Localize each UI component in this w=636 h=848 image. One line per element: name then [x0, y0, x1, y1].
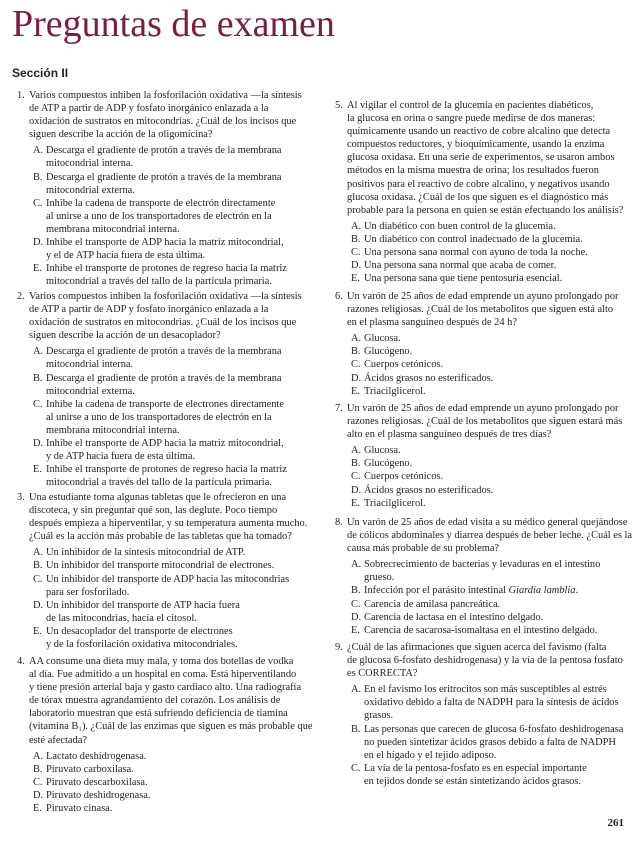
answer-option-a: [17, 345, 307, 358]
answer-option-d: [335, 259, 628, 272]
option-letter: A.: [351, 220, 362, 232]
option-text: no pueden sintetizar ácidos grasos debido a falta de NADPH: [364, 736, 616, 748]
question-stem-text: Un varón de 25 años de edad emprende un ayuno prolongado por: [347, 291, 619, 302]
answer-option-e: [335, 624, 628, 637]
question-stem-text: siguen describe la acción de la oligomicina?: [29, 129, 213, 141]
question-number: 5.: [335, 100, 343, 111]
answer-option-c: [17, 573, 307, 586]
question-stem-line: [17, 329, 307, 342]
option-text: Una persona sana que tiene pentosuria esencial.: [364, 273, 563, 285]
answer-option-a: [17, 144, 307, 157]
option-letter: A.: [351, 684, 362, 696]
option-letter: E.: [351, 497, 360, 509]
answer-option-c: [17, 424, 307, 437]
question-stem-text: probable para la persona en quien se están efectuando los análisis?: [347, 204, 624, 216]
question-stem-text: Un varón de 25 años de edad emprende un ayuno prolongado por: [347, 403, 619, 414]
option-text: Un diabético con control inadecuado de la glucemia.: [364, 233, 583, 245]
option-letter: D.: [351, 611, 362, 623]
answer-option-d: [17, 612, 307, 625]
option-letter: E.: [351, 385, 360, 397]
option-text: mitocondrial externa.: [46, 385, 135, 397]
option-text: La vía de la pentosa-fosfato es en especial importante: [364, 762, 587, 774]
question-stem-line: [335, 191, 628, 204]
option-text: y de ATP hacia fuera de esta última.: [46, 451, 196, 463]
option-letter: C.: [351, 247, 361, 259]
answer-option-c: [17, 197, 307, 210]
answer-option-b: [17, 385, 307, 398]
answer-option-a: [335, 709, 628, 722]
question-stem-text: y tiene presión arterial baja y gasto cardiaco alto. Una radiografía: [29, 682, 302, 694]
page-number: 261: [607, 817, 624, 829]
answer-option-b: [17, 372, 307, 385]
option-text: membrana mitocondrial interna.: [46, 223, 180, 235]
question-number: 4.: [17, 656, 25, 667]
question-stem-text: de ATP a partir de ADP y fosfato inorgánico enlazada a la: [29, 304, 269, 316]
question-8: [335, 516, 633, 637]
answer-option-b: [335, 584, 628, 597]
option-letter: D.: [33, 789, 44, 801]
answer-option-c: [335, 358, 628, 371]
option-text: Descarga el gradiente de protón a través de la membrana: [46, 171, 282, 183]
question-stem-text: AA consume una dieta muy mala, y toma dos botellas de vodka: [29, 656, 294, 667]
question-stem-text: glucosa oxidasa. ¿Cuál de los que siguen es el diagnóstico más: [347, 191, 609, 203]
answer-option-b: [335, 736, 628, 749]
option-letter: C.: [351, 762, 361, 774]
option-letter: B.: [351, 585, 361, 597]
answer-option-d: [335, 372, 628, 385]
option-letter: D.: [351, 372, 362, 384]
question-stem-text: de glucosa 6-fosfato deshidrogenasa) y la vía de la pentosa fosfato: [347, 655, 623, 667]
answer-option-d: [17, 599, 307, 612]
option-letter: B.: [33, 763, 43, 775]
section-heading: Sección II: [12, 66, 69, 80]
answer-option-a: [335, 220, 628, 233]
question-stem-line: [335, 178, 628, 191]
question-stem-line: [335, 516, 628, 529]
option-text: Glucógeno.: [364, 458, 413, 470]
answer-option-d: [335, 484, 628, 497]
option-text: Una persona sana normal que acaba de comer.: [364, 260, 557, 272]
question-stem-text: compuestos reductores, y bioquímicamente, usando la enzima: [347, 139, 605, 151]
question-stem-text: razones religiosas. ¿Cuál de los metabolitos que siguen estará más: [347, 416, 623, 428]
answer-option-d: [17, 450, 307, 463]
question-stem-line: [335, 112, 628, 125]
question-stem-line: [335, 138, 628, 151]
option-text: en el hígado y el tejido adiposo.: [364, 749, 497, 761]
question-stem-line: [17, 491, 307, 504]
option-text: mitocondrial a través del tallo de la partícula primaria.: [46, 477, 272, 489]
answer-option-e: [17, 625, 307, 638]
answer-option-a: [335, 571, 628, 584]
option-text: Una persona sana normal con ayuno de toda la noche.: [364, 247, 588, 259]
option-text: al unirse a uno de los transportadores de electrón en la: [46, 411, 272, 423]
answer-option-d: [335, 611, 628, 624]
answer-option-b: [17, 184, 307, 197]
option-text: Inhibe la cadena de transporte de electrón directamente: [46, 197, 276, 209]
option-text: membrana mitocondrial interna.: [46, 424, 180, 436]
answer-option-a: [17, 157, 307, 170]
answer-option-b: [335, 749, 628, 762]
answer-option-b: [335, 345, 628, 358]
question-stem-text: razones religiosas. ¿Cuál de los metabolitos que siguen está alto: [347, 304, 614, 316]
question-stem-line: [17, 694, 307, 707]
option-text: Lactato deshidrogenasa.: [46, 750, 147, 762]
question-stem-text: esté afectada?: [29, 734, 87, 746]
answer-option-e: [17, 638, 307, 651]
option-letter: A.: [33, 145, 44, 157]
question-number: 8.: [335, 517, 343, 528]
option-text: Un inhibidor del transporte mitocondrial de electrones.: [46, 560, 275, 572]
question-1: [17, 89, 307, 288]
option-letter: A.: [351, 445, 362, 457]
option-text: Un diabético con buen control de la glucemia.: [364, 220, 556, 232]
question-stem-line: [17, 316, 307, 329]
question-stem-text: es CORRECTA?: [347, 668, 418, 680]
option-text: grasos.: [364, 710, 394, 722]
question-stem-line: [17, 128, 307, 141]
question-stem-line: [17, 115, 307, 128]
option-text: Descarga el gradiente de protón a través de la membrana: [46, 346, 282, 358]
option-letter: B.: [351, 458, 361, 470]
question-stem-text: Varios compuestos inhiben la fosforilación oxidativa —la síntesis: [29, 90, 302, 101]
option-letter: D.: [33, 438, 44, 450]
question-stem-line: [335, 99, 628, 112]
option-letter: B.: [351, 723, 361, 735]
option-letter: B.: [33, 171, 43, 183]
option-letter: E.: [351, 273, 360, 285]
option-text: mitocondrial interna.: [46, 158, 134, 170]
question-stem-line: [17, 89, 307, 102]
answer-option-b: [17, 763, 307, 776]
question-stem-line: [335, 529, 633, 542]
answer-option-c: [17, 411, 307, 424]
option-text: Glucógeno.: [364, 346, 413, 358]
option-text: Cuerpos cetónicos.: [364, 359, 444, 371]
question-number: 1.: [17, 90, 25, 101]
answer-option-e: [335, 497, 628, 510]
question-3: [17, 491, 307, 651]
question-stem-line: [335, 428, 628, 441]
option-text: Descarga el gradiente de protón a través de la membrana: [46, 372, 282, 384]
question-4: [17, 655, 313, 815]
option-text: Un desacoplador del transporte de electrones: [46, 625, 233, 637]
option-text: oxidativo debido a falta de NADPH para la síntesis de ácidos: [364, 697, 619, 709]
question-stem-text: en el plasma sanguíneo después de 24 h?: [347, 317, 517, 329]
option-text: Descarga el gradiente de protón a través de la membrana: [46, 145, 282, 157]
question-stem-line: [335, 303, 628, 316]
option-letter: B.: [33, 372, 43, 384]
answer-options: [335, 220, 628, 285]
question-stem-text: laboratorio muestran que está sufriendo deficiencia de tiamina: [29, 708, 288, 720]
option-text: y de la fosforilación oxidativa mitocondriales.: [46, 639, 238, 651]
question-stem-text: glucosa oxidasa. En una serie de experimentos, se usaron ambos: [347, 152, 615, 164]
question-stem-text: Varios compuestos inhiben la fosforilación oxidativa —la síntesis: [29, 291, 302, 302]
option-text: mitocondrial a través del tallo de la partícula primaria.: [46, 276, 272, 288]
question-number: 3.: [17, 492, 25, 503]
answer-option-a: [335, 696, 628, 709]
answer-option-e: [17, 275, 307, 288]
option-text: Un inhibidor del transporte de ADP hacia las mitocondrias: [46, 573, 290, 585]
answer-option-c: [17, 223, 307, 236]
answer-options: [17, 345, 307, 489]
question-stem-text: de cólicos abdominales y diarrea después de beber leche. ¿Cuál es la: [347, 530, 633, 542]
question-stem-text: de tórax muestra agrandamiento del corazón. Los análisis de: [29, 695, 281, 707]
option-text: grueso.: [364, 572, 395, 584]
answer-option-e: [17, 476, 307, 489]
question-stem-text: químicamente usando un reactivo de cobre alcalino que detecta: [347, 126, 611, 138]
answer-option-d: [17, 789, 307, 802]
question-stem-line: [17, 655, 307, 668]
option-letter: D.: [351, 260, 362, 272]
question-stem-line: [17, 720, 313, 733]
question-stem-line: [17, 530, 307, 543]
question-stem-text: alto en el plasma sanguíneo después de tres días?: [347, 429, 552, 441]
question-stem-text: métodos en la misma muestra de orina; los resultados fueron: [347, 165, 599, 177]
question-stem-line: [17, 102, 307, 115]
answer-option-a: [17, 358, 307, 371]
question-number: 2.: [17, 291, 25, 302]
question-stem-line: [335, 151, 628, 164]
option-text: Sobrecrecimiento de bacterias y levaduras en el intestino: [364, 559, 601, 571]
answer-option-b: [335, 233, 628, 246]
answer-options: [17, 144, 307, 288]
option-letter: C.: [33, 573, 43, 585]
question-stem-text: ¿Cuál es la acción más probable de las tabletas que ha tomado?: [29, 531, 292, 543]
question-stem-text: ¿Cuál de las afirmaciones que siguen acerca del favismo (falta: [347, 642, 607, 653]
answer-option-b: [335, 723, 628, 736]
option-letter: A.: [33, 750, 44, 762]
question-stem-line: [335, 204, 628, 217]
question-stem-text: después empieza a hiperventilar, y su temperatura aumenta mucho.: [29, 518, 308, 530]
answer-option-e: [17, 463, 307, 476]
option-text: Carencia de amilasa pancreática.: [364, 598, 501, 610]
answer-option-c: [17, 776, 307, 789]
question-stem-line: [17, 504, 307, 517]
question-stem-text: oxidación de sustratos en mitocondrias. ¿Cuál de los incisos que: [29, 317, 297, 329]
answer-options: [335, 558, 628, 637]
question-stem-text: causa más probable de su problema?: [347, 543, 500, 555]
answer-option-a: [335, 558, 628, 571]
question-number: 6.: [335, 291, 343, 302]
answer-option-c: [17, 398, 307, 411]
answer-options: [17, 750, 307, 815]
option-text: Las personas que carecen de glucosa 6-fosfato deshidrogenasa: [364, 723, 624, 735]
answer-option-b: [335, 457, 628, 470]
option-text: Carencia de sacarosa-isomaltasa en el intestino delgado.: [364, 624, 598, 636]
question-stem-text: (vitamina B₁). ¿Cuál de las enzimas que siguen es más probable que: [29, 721, 313, 733]
option-letter: E.: [33, 464, 42, 476]
option-text: Cuerpos cetónicos.: [364, 471, 444, 483]
option-text: Infección por el parásito intestinal Giardia lamblia.: [364, 585, 579, 597]
option-letter: D.: [351, 484, 362, 496]
question-stem-line: [17, 734, 307, 747]
option-letter: D.: [33, 599, 44, 611]
question-stem-text: Al vigilar el control de la glucemia en pacientes diabéticos,: [347, 100, 594, 111]
question-stem-line: [335, 542, 628, 555]
answer-option-c: [335, 598, 628, 611]
option-text: Inhibe el transporte de protones de regreso hacia la matriz: [46, 464, 287, 476]
question-stem-line: [17, 290, 307, 303]
option-text: y el de ATP hacia fuera de esta última.: [46, 250, 206, 262]
option-text: Ácidos grasos no esterificados.: [364, 372, 494, 384]
page-title: Preguntas de examen: [12, 3, 335, 45]
question-stem-line: [17, 707, 307, 720]
option-letter: B.: [33, 560, 43, 572]
option-text: Inhibe el transporte de protones de regreso hacia la matriz: [46, 263, 287, 275]
answer-options: [17, 546, 307, 651]
option-letter: A.: [33, 346, 44, 358]
option-letter: C.: [33, 398, 43, 410]
option-letter: D.: [33, 237, 44, 249]
answer-option-b: [17, 171, 307, 184]
option-letter: A.: [351, 333, 362, 345]
question-stem-text: discoteca, y sin preguntar qué son, las deglute. Poco tiempo: [29, 505, 278, 517]
option-text: En el favismo los eritrocitos son más susceptibles al estrés: [364, 684, 607, 696]
answer-option-d: [17, 249, 307, 262]
answer-option-a: [17, 546, 307, 559]
question-stem-text: al día. Fue admitido a un hospital en coma. Está hiperventilando: [29, 669, 297, 681]
option-letter: B.: [351, 233, 361, 245]
option-text: mitocondrial interna.: [46, 359, 134, 371]
answer-option-d: [17, 437, 307, 450]
answer-option-c: [17, 586, 307, 599]
option-text: Ácidos grasos no esterificados.: [364, 484, 494, 496]
option-text: Piruvato cinasa.: [46, 803, 113, 815]
question-2: [17, 290, 307, 489]
question-stem-text: oxidación de sustratos en mitocondrias. ¿Cuál de los incisos que: [29, 116, 297, 128]
option-text: en tejidos donde se están sintetizando ácidos grasos.: [364, 775, 581, 787]
option-letter: E.: [33, 803, 42, 815]
answer-option-a: [335, 332, 628, 345]
answer-option-a: [17, 750, 307, 763]
question-stem-line: [335, 164, 628, 177]
option-text: Inhibe el transporte de ADP hacia la matriz mitocondrial,: [46, 438, 284, 450]
option-letter: C.: [33, 776, 43, 788]
question-stem-text: Una estudiante toma algunas tabletas que le ofrecieron en una: [29, 492, 287, 503]
question-stem-line: [335, 654, 628, 667]
answer-option-c: [335, 246, 628, 259]
question-stem-text: Un varón de 25 años de edad visita a su médico general quejándose: [347, 517, 628, 528]
option-letter: C.: [351, 359, 361, 371]
option-text: Piruvato deshidrogenasa.: [46, 789, 151, 801]
question-stem-line: [335, 290, 628, 303]
answer-option-a: [335, 444, 628, 457]
option-text: para ser fosforilado.: [46, 586, 130, 598]
question-number: 7.: [335, 403, 343, 414]
answer-option-e: [335, 272, 628, 285]
question-stem-line: [17, 517, 307, 530]
option-text: al unirse a uno de los transportadores de electrón en la: [46, 210, 272, 222]
question-stem-text: positivos para el reactivo de cobre alcalino, y negativos usando: [347, 178, 610, 190]
answer-option-c: [17, 210, 307, 223]
answer-options: [335, 683, 628, 788]
option-letter: E.: [33, 263, 42, 275]
answer-options: [335, 444, 628, 509]
option-text: de las mitocondrias, hacia el citosol.: [46, 612, 197, 624]
answer-option-c: [335, 470, 628, 483]
question-9: [335, 641, 628, 788]
option-text: mitocondrial externa.: [46, 184, 135, 196]
answer-option-c: [335, 762, 628, 775]
option-letter: E.: [33, 625, 42, 637]
question-stem-line: [335, 667, 628, 680]
option-text: Triacilglicerol.: [364, 385, 426, 397]
question-stem-line: [17, 681, 307, 694]
question-stem-line: [335, 415, 628, 428]
option-letter: C.: [33, 197, 43, 209]
option-letter: A.: [351, 559, 362, 571]
question-stem-line: [335, 125, 628, 138]
question-5: [335, 99, 628, 285]
question-stem-text: la glucosa en orina o sangre puede medirse de dos maneras:: [347, 113, 596, 125]
question-stem-line: [335, 402, 628, 415]
question-stem-text: siguen describe la acción de un desacoplador?: [29, 330, 221, 342]
question-6: [335, 290, 628, 398]
answer-option-a: [335, 683, 628, 696]
option-letter: A.: [33, 547, 44, 559]
option-text: Piruvato carboxilasa.: [46, 763, 134, 775]
question-stem-text: de ATP a partir de ADP y fosfato inorgánico enlazada a la: [29, 103, 269, 115]
question-7: [335, 402, 628, 510]
option-text: Carencia de lactasa en el intestino delgado.: [364, 611, 544, 623]
question-stem-line: [335, 316, 628, 329]
option-letter: C.: [351, 598, 361, 610]
option-text: Glucosa.: [364, 445, 401, 457]
option-text: Inhibe el transporte de ADP hacia la matriz mitocondrial,: [46, 237, 284, 249]
option-letter: B.: [351, 346, 361, 358]
question-number: 9.: [335, 642, 343, 653]
answer-option-b: [17, 559, 307, 572]
option-text: Glucosa.: [364, 333, 401, 345]
question-stem-line: [17, 303, 307, 316]
question-stem-line: [335, 641, 628, 654]
answer-option-e: [17, 262, 307, 275]
option-letter: C.: [351, 471, 361, 483]
option-text: Un inhibidor de la síntesis mitocondrial de ATP.: [46, 547, 246, 559]
option-text: Triacilglicerol.: [364, 497, 426, 509]
option-letter: E.: [351, 624, 360, 636]
question-stem-line: [17, 668, 307, 681]
option-text: Inhibe la cadena de transporte de electrones directamente: [46, 398, 284, 410]
answer-option-e: [335, 385, 628, 398]
option-text: Un inhibidor del transporte de ATP hacia fuera: [46, 599, 240, 611]
answer-option-d: [17, 236, 307, 249]
answer-options: [335, 332, 628, 397]
answer-option-c: [335, 775, 628, 788]
answer-option-e: [17, 802, 307, 815]
option-text: Piruvato descarboxilasa.: [46, 776, 148, 788]
